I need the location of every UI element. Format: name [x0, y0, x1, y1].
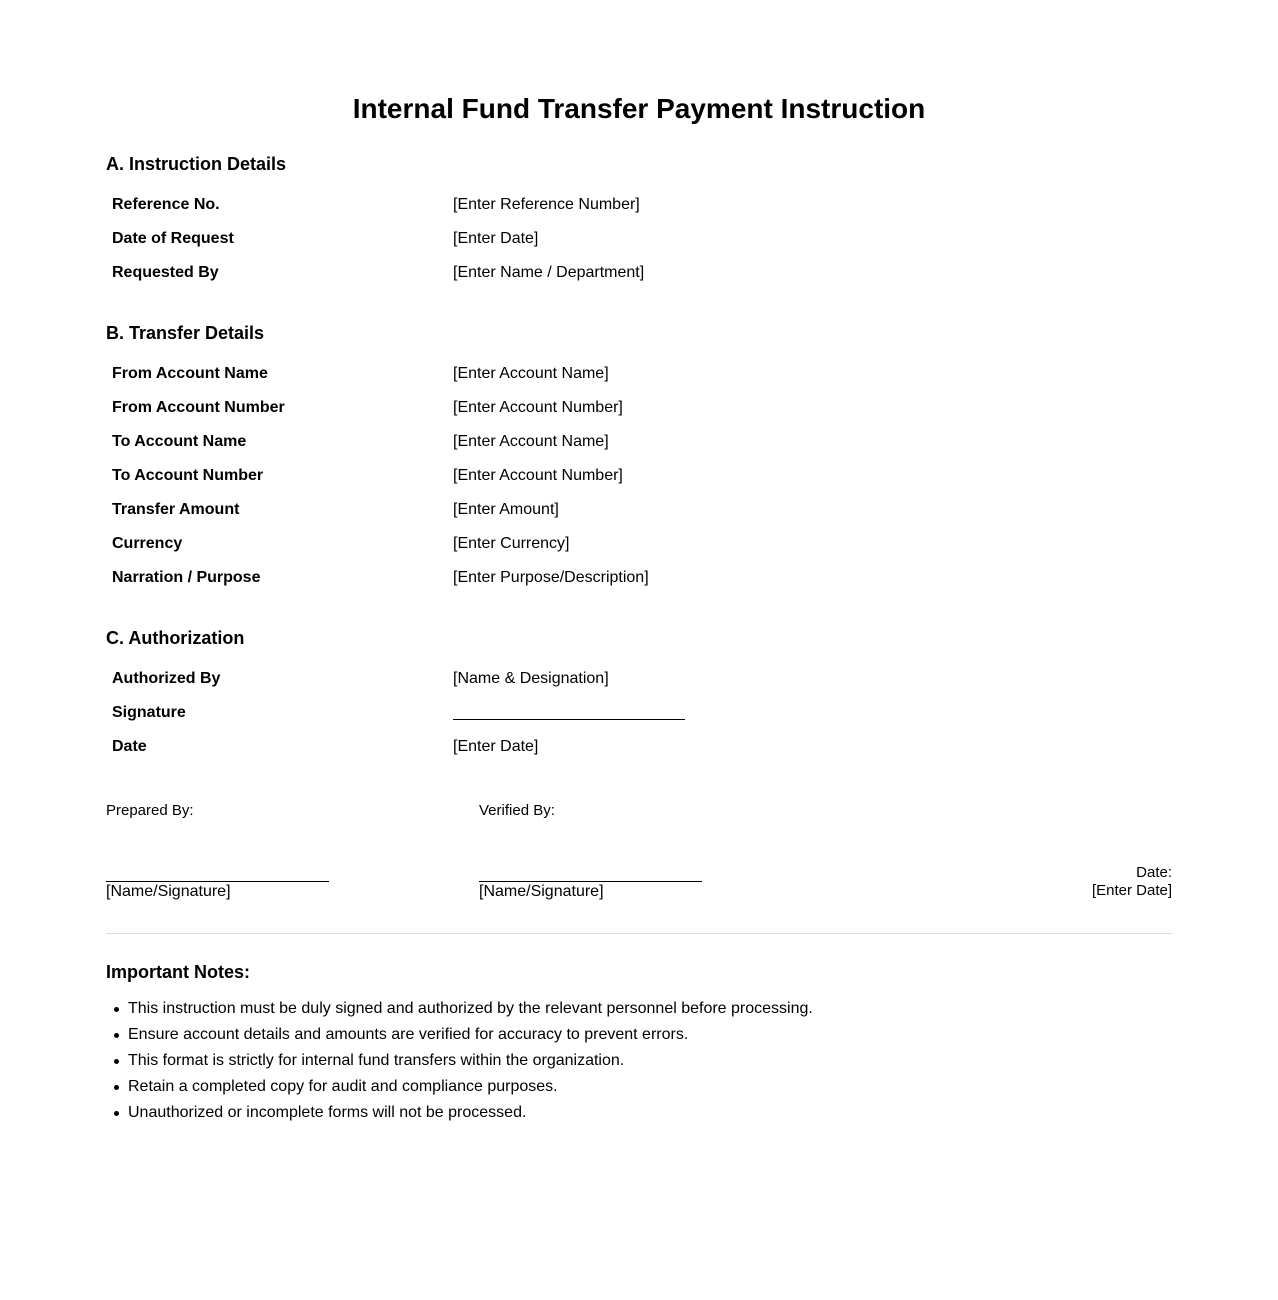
bullet-icon	[114, 1007, 119, 1012]
list-item	[106, 996, 813, 1022]
field-value[interactable]: [Enter Account Name]	[453, 433, 609, 450]
list-item	[106, 1100, 813, 1126]
signature-line[interactable]	[453, 719, 685, 720]
field-row-authorized-by	[112, 668, 812, 690]
field-row-from-account-number	[112, 397, 812, 419]
field-value[interactable]: [Name & Designation]	[453, 670, 609, 687]
bullet-icon	[114, 1111, 119, 1116]
bullet-icon	[114, 1085, 119, 1090]
field-label: Reference No.	[112, 196, 220, 213]
field-label: Signature	[112, 704, 186, 721]
notes-heading: Important Notes:	[106, 962, 250, 982]
note-text: This format is strictly for internal fund transfers within the organization.	[128, 1052, 625, 1069]
list-item	[106, 1074, 813, 1100]
field-value[interactable]: [Enter Account Number]	[453, 399, 623, 416]
field-value[interactable]: [Enter Amount]	[453, 501, 559, 518]
field-row-reference-no	[112, 194, 812, 216]
field-row-transfer-amount	[112, 499, 812, 521]
field-row-narration-purpose	[112, 567, 812, 589]
verified-by-name[interactable]: [Name/Signature]	[479, 883, 604, 900]
field-label: From Account Name	[112, 365, 268, 382]
field-value[interactable]: [Enter Reference Number]	[453, 196, 640, 213]
field-row-currency	[112, 533, 812, 555]
document-page	[106, 0, 1172, 1300]
notes-list	[106, 996, 813, 1126]
field-label: Authorized By	[112, 670, 221, 687]
bullet-icon	[114, 1033, 119, 1038]
list-item	[106, 1048, 813, 1074]
note-text: Retain a completed copy for audit and compliance purposes.	[128, 1078, 558, 1095]
field-label: Date of Request	[112, 230, 234, 247]
field-value[interactable]: [Enter Account Number]	[453, 467, 623, 484]
field-value[interactable]: [Enter Account Name]	[453, 365, 609, 382]
field-row-to-account-name	[112, 431, 812, 453]
field-label: From Account Number	[112, 399, 285, 416]
field-row-requested-by	[112, 262, 812, 284]
document-title: Internal Fund Transfer Payment Instruction	[352, 93, 926, 124]
field-row-date	[112, 736, 812, 758]
field-label: To Account Name	[112, 433, 247, 450]
field-label: Currency	[112, 535, 183, 552]
field-value[interactable]: [Enter Currency]	[453, 535, 570, 552]
section-c-heading: C. Authorization	[106, 628, 245, 648]
bullet-icon	[114, 1059, 119, 1064]
field-label: To Account Number	[112, 467, 264, 484]
section-b-heading: B. Transfer Details	[106, 323, 265, 343]
note-text: This instruction must be duly signed and authorized by the relevant personnel before processing.	[128, 1000, 813, 1017]
field-row-signature	[112, 702, 812, 724]
signature-date-value[interactable]: [Enter Date]	[1091, 882, 1172, 899]
signature-date-caption: Date:	[1136, 864, 1172, 881]
field-row-date-of-request	[112, 228, 812, 250]
signature-date-block	[1092, 864, 1172, 900]
prepared-by-caption: Prepared By:	[106, 802, 194, 819]
field-label: Transfer Amount	[112, 501, 240, 518]
field-row-to-account-number	[112, 465, 812, 487]
field-value[interactable]: [Enter Date]	[453, 738, 539, 755]
list-item	[106, 1022, 813, 1048]
prepared-by-name[interactable]: [Name/Signature]	[106, 883, 231, 900]
field-value[interactable]: [Enter Name / Department]	[453, 264, 645, 281]
field-row-from-account-name	[112, 363, 812, 385]
field-value[interactable]: [Enter Purpose/Description]	[453, 569, 649, 586]
section-divider	[106, 933, 1172, 934]
note-text: Unauthorized or incomplete forms will not be processed.	[128, 1104, 527, 1121]
field-label: Narration / Purpose	[112, 569, 261, 586]
field-label: Date	[112, 738, 147, 755]
section-a-heading: A. Instruction Details	[106, 154, 287, 174]
field-value[interactable]: [Enter Date]	[453, 230, 539, 247]
field-label: Requested By	[112, 264, 219, 281]
note-text: Ensure account details and amounts are verified for accuracy to prevent errors.	[128, 1026, 689, 1043]
verified-by-caption: Verified By:	[479, 802, 555, 819]
